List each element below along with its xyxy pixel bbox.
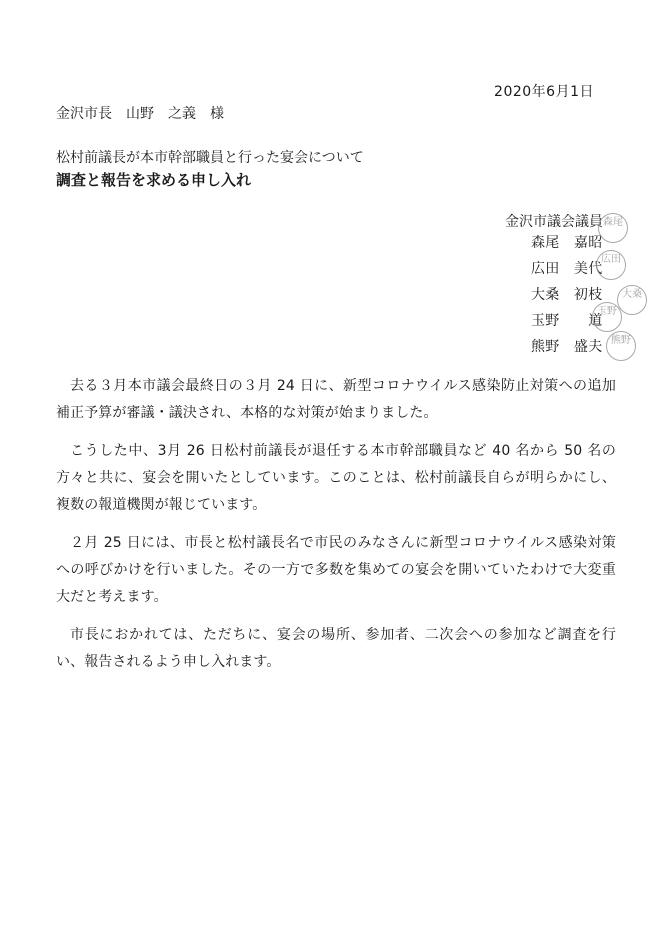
signer-name: 広田 美代	[531, 261, 603, 277]
letter-heading: 調査と報告を求める申し入れ	[56, 171, 252, 189]
signer-name: 玉野 道	[531, 313, 603, 329]
signers-title: 金沢市議会議員	[505, 214, 603, 230]
body-paragraph: 市長におかれては、ただちに、宴会の場所、参加者、二次会への参加など調査を行い、報告されるよう申し入れます。	[56, 627, 616, 670]
letter-date: 2020年6月1日	[494, 84, 594, 100]
addressee: 金沢市長 山野 之義 様	[56, 106, 224, 122]
seal-stamp: 広田	[596, 250, 626, 280]
body-paragraph: 去る３月本市議会最終日の３月 24 日に、新型コロナウイルス感染防止対策への追加補正予算が審議・議決され、本格的な対策が始まりました。	[56, 378, 616, 421]
signer-list	[531, 234, 603, 364]
seal-stamp: 玉野	[592, 302, 622, 332]
signer-name: 熊野 盛夫	[531, 339, 603, 355]
signer-name: 森尾 嘉昭	[531, 235, 603, 251]
subject-line: 松村前議長が本市幹部職員と行った宴会について	[56, 150, 364, 166]
body-paragraph: こうした中、3月 26 日松村前議長が退任する本市幹部職員など 40 名から 50 名の方々と共に、宴会を開いたとしています。このことは、松村前議長自らが明らかにし、複数の報道機関が報じています。	[56, 443, 616, 513]
seal-stamp: 熊野	[606, 331, 636, 361]
letter-body	[56, 373, 616, 687]
body-paragraph: ２月 25 日には、市長と松村議長名で市民のみなさんに新型コロナウイルス感染対策への呼びかけを行いました。その一方で多数を集めての宴会を開いていたわけで大変重大だと考えます。	[56, 535, 616, 605]
seal-stamp: 大桑	[617, 285, 647, 315]
signer-name: 大桑 初枝	[531, 287, 603, 303]
seal-stamp: 森尾	[598, 213, 628, 243]
